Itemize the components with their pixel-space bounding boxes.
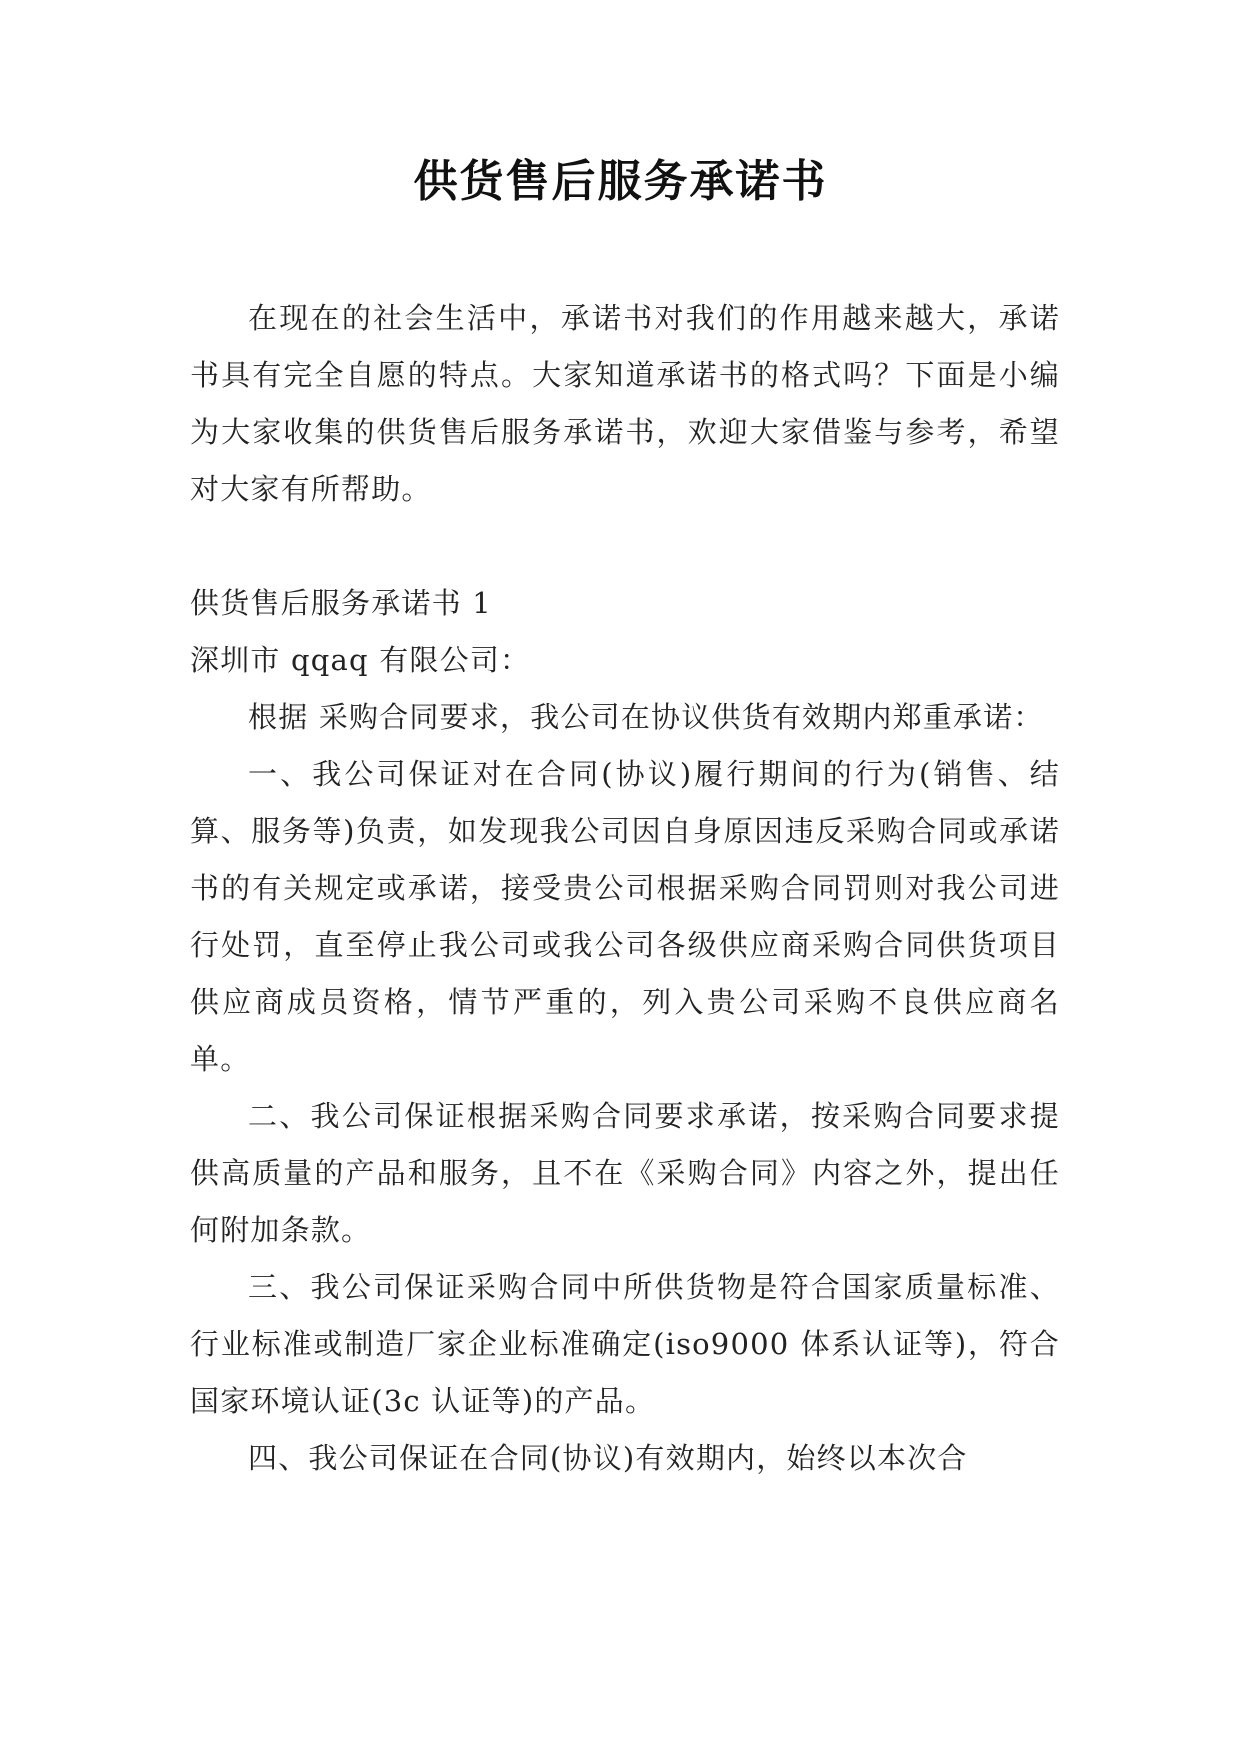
intro-paragraph: 在现在的社会生活中，承诺书对我们的作用越来越大，承诺书具有完全自愿的特点。大家知道承诺书的格式吗？下面是小编为大家收集的供货售后服务承诺书，欢迎大家借鉴与参考，希望对大家有所帮助。 [190, 301, 1060, 506]
paragraph-gap [190, 518, 1060, 575]
commitment-item-4: 四、我公司保证在合同(协议)有效期内，始终以本次合 [248, 1441, 968, 1475]
commitment-item-2: 二、我公司保证根据采购合同要求承诺，按采购合同要求提供高质量的产品和服务，且不在《采购合同》内容之外，提出任何附加条款。 [190, 1099, 1060, 1247]
section-heading: 供货售后服务承诺书 1 [190, 586, 492, 620]
addressee-line: 深圳市 qqaq 有限公司： [190, 643, 531, 677]
document-title: 供货售后服务承诺书 [413, 156, 828, 207]
opening-paragraph: 根据 采购合同要求，我公司在协议供货有效期内郑重承诺： [248, 700, 1044, 734]
commitment-item-3: 三、我公司保证采购合同中所供货物是符合国家质量标准、行业标准或制造厂家企业标准确定(iso9000 体系认证等)，符合国家环境认证(3c 认证等)的产品。 [190, 1270, 1060, 1418]
commitment-item-1: 一、我公司保证对在合同(协议)履行期间的行为(销售、结算、服务等)负责，如发现我公司因自身原因违反采购合同或承诺书的有关规定或承诺，接受贵公司根据采购合同罚则对我公司进行处罚，直至停止我公司或我公司各级供应商采购合同供货项目供应商成员资格，情节严重的，列入贵公司采购不良供应商名单。 [190, 757, 1060, 1076]
document-body [190, 290, 1060, 1487]
